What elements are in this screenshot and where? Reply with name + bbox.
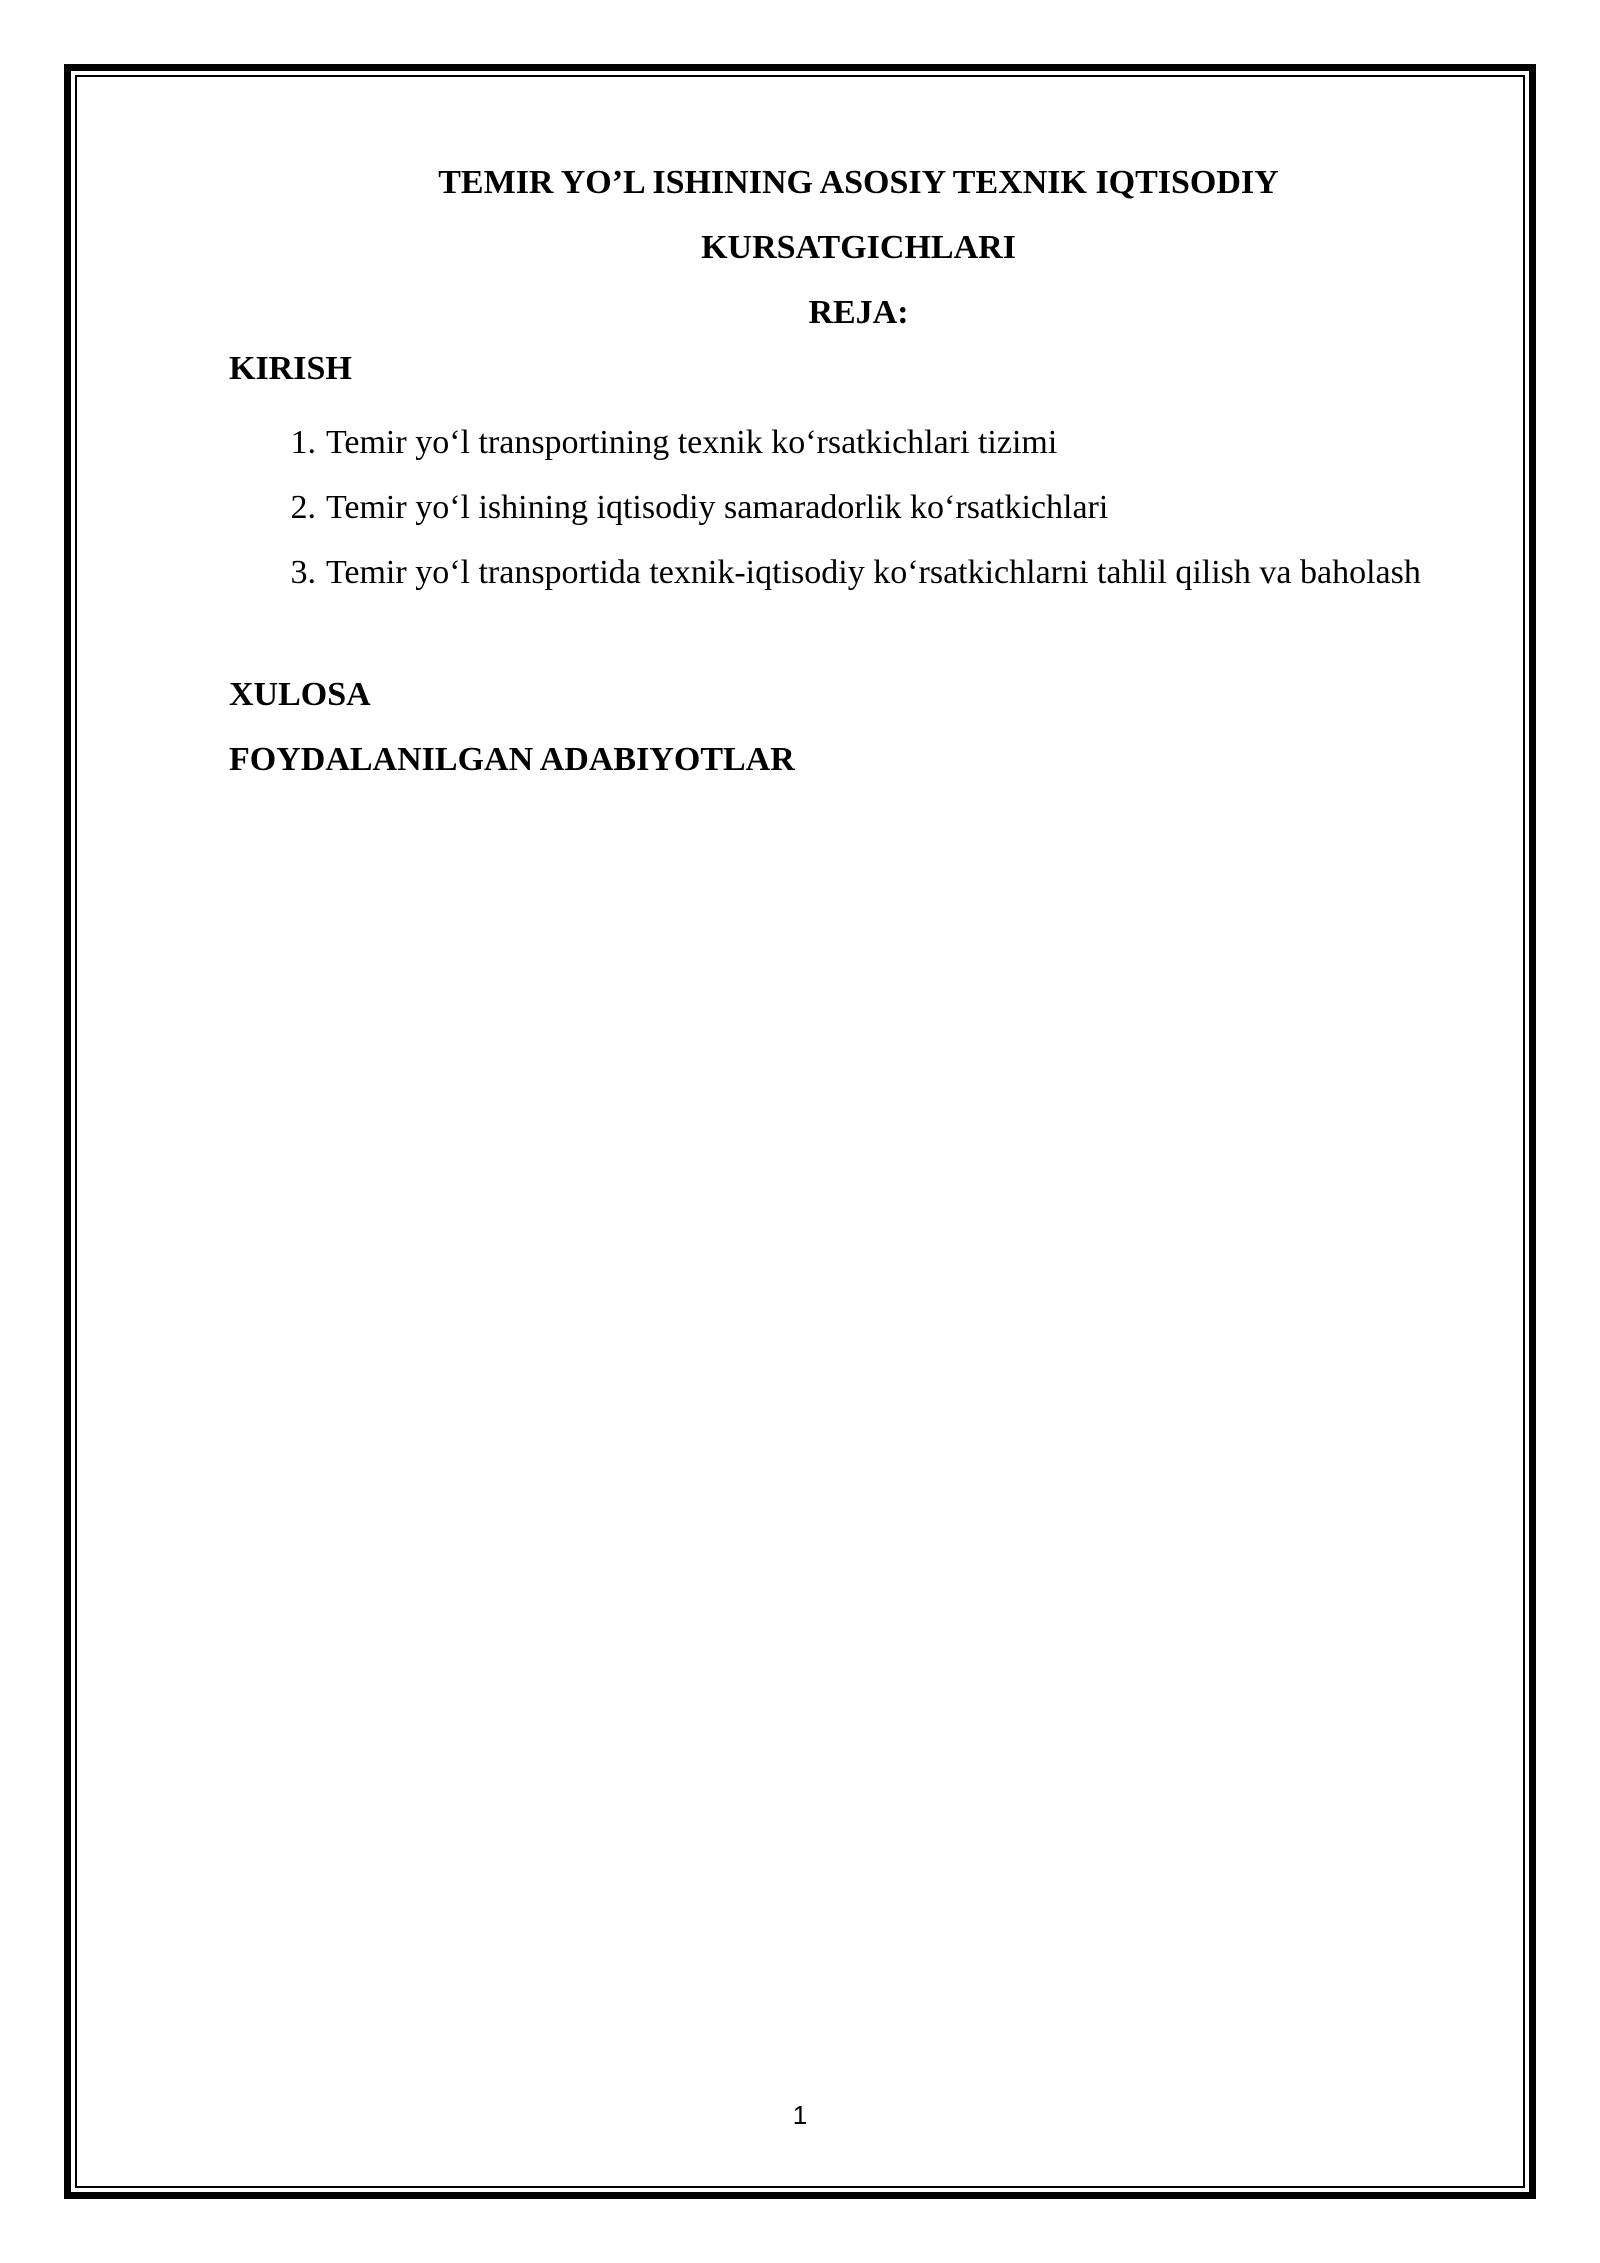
plan-list (229, 410, 1489, 605)
plan-item-number: 3. (290, 554, 316, 591)
page-inner-border (75, 75, 1525, 2188)
plan-item (229, 475, 1489, 540)
plan-item-text: Temir yo‘l transportida texnik-iqtisodiy ko‘rsatkichlarni tahlil qilish va baholash (326, 554, 1421, 591)
references-heading: FOYDALANILGAN ADABIYOTLAR (229, 741, 795, 778)
title-line-2: KURSATGICHLARI (701, 229, 1016, 266)
plan-item (229, 410, 1489, 475)
plan-item-number: 1. (290, 424, 316, 461)
page-number: 1 (792, 2100, 808, 2130)
intro-heading: KIRISH (229, 350, 352, 387)
plan-item-text: Temir yo‘l ishining iqtisodiy samaradorlik ko‘rsatkichlari (326, 489, 1109, 526)
plan-item (229, 540, 1489, 605)
plan-item-number: 2. (290, 489, 316, 526)
conclusion-heading: XULOSA (229, 676, 371, 713)
plan-item-text: Temir yo‘l transportining texnik ko‘rsatkichlari tizimi (326, 424, 1058, 461)
plan-heading: REJA: (808, 294, 909, 331)
document-title (228, 150, 1489, 345)
title-line-1: TEMIR YO’L ISHINING ASOSIY TEXNIK IQTISODIY (438, 164, 1279, 201)
